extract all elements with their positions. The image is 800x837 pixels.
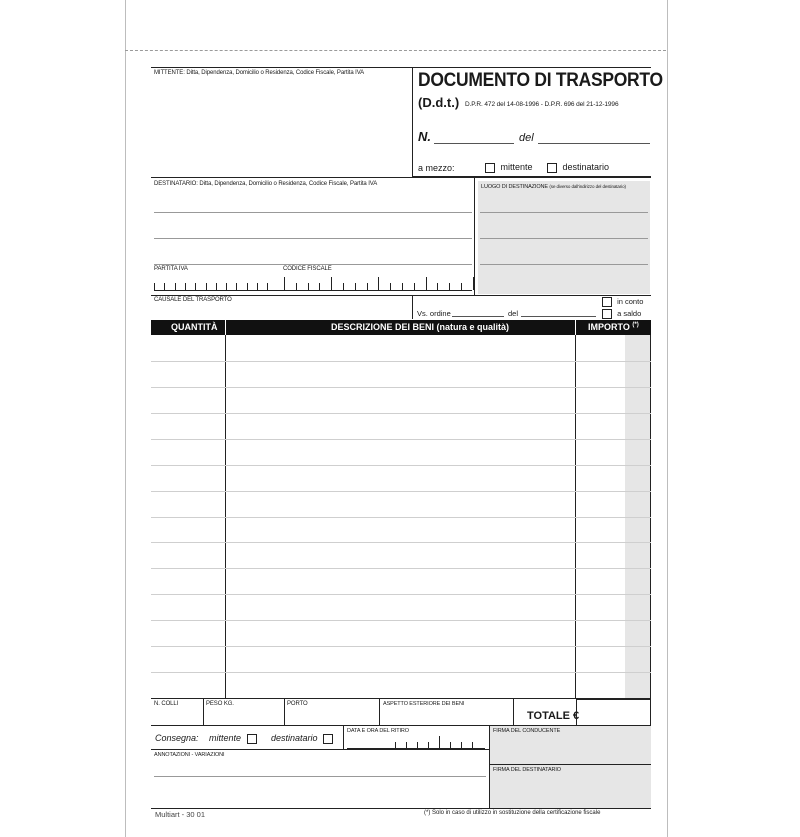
number-field[interactable]	[434, 143, 514, 144]
vs-ordine-field[interactable]	[452, 316, 504, 317]
vs-ordine-del-label: del	[508, 309, 519, 318]
table-row[interactable]	[151, 568, 651, 569]
ritiro-tick	[417, 742, 418, 748]
causale-label: CAUSALE DEL TRASPORTO	[154, 297, 232, 303]
peso-label: PESO KG.	[206, 701, 234, 707]
number-label: N.	[418, 129, 431, 144]
table-row[interactable]	[151, 413, 651, 414]
table-row[interactable]	[151, 620, 651, 621]
partita-iva-label: PARTITA IVA	[154, 266, 188, 272]
table-row[interactable]	[151, 387, 651, 388]
perforation-line	[125, 50, 666, 51]
table-row[interactable]	[151, 646, 651, 647]
footer-div-2	[284, 698, 285, 725]
firma-separator	[490, 764, 651, 765]
code-tick	[195, 283, 196, 290]
col-descrizione: DESCRIZIONE DEI BENI (natura e qualità)	[331, 322, 510, 332]
code-tick	[175, 283, 176, 290]
code-tick	[226, 283, 227, 290]
consegna-mittente[interactable]	[209, 733, 257, 744]
ritiro-tick	[461, 742, 462, 748]
code-tick	[247, 283, 248, 290]
mittente-checkbox[interactable]	[485, 163, 495, 173]
destinatario-option-label: destinatario	[562, 162, 610, 172]
code-tick	[284, 277, 285, 290]
firma-destinatario-label: FIRMA DEL DESTINATARIO	[493, 767, 561, 773]
brand-code: Multiart - 30 01	[155, 810, 206, 819]
ritiro-tick	[450, 742, 451, 748]
destinatario-label: DESTINATARIO: Ditta, Dipendenza, Domicilio o Residenza, Codice Fiscale, Partita IVA	[154, 181, 378, 187]
destinatario-line-3[interactable]	[154, 264, 472, 265]
document-title: DOCUMENTO DI TRASPORTO	[418, 70, 663, 91]
col-importo: IMPORTO (*)	[588, 322, 639, 332]
document-subtitle: (D.d.t.)	[418, 95, 460, 110]
code-tick	[308, 283, 309, 290]
code-tick	[426, 277, 427, 290]
codes-baseline[interactable]	[154, 290, 472, 291]
annotazioni-label: ANNOTAZIONI - VARIAZIONI	[154, 752, 225, 758]
n-colli-label: N. COLLI	[154, 701, 179, 707]
code-tick	[331, 277, 332, 290]
destinatario-top-rule	[151, 177, 651, 178]
in-conto-checkbox[interactable]	[602, 297, 612, 307]
header-divider	[412, 67, 413, 177]
consegna-mittente-checkbox[interactable]	[247, 734, 257, 744]
code-tick	[378, 277, 379, 290]
a-mezzo-destinatario[interactable]	[547, 162, 609, 173]
consegna-destinatario-label: destinatario	[271, 733, 318, 743]
table-row[interactable]	[151, 439, 651, 440]
code-tick	[267, 283, 268, 290]
in-conto-option[interactable]	[602, 297, 643, 307]
consegna-mittente-label: mittente	[209, 733, 242, 743]
firma-conducente-label: FIRMA DEL CONDUCENTE	[493, 728, 561, 734]
code-tick	[414, 283, 415, 290]
in-conto-label: in conto	[617, 297, 644, 306]
code-tick	[319, 283, 320, 290]
table-row[interactable]	[151, 517, 651, 518]
totale-box[interactable]	[576, 699, 651, 726]
aspetto-label: ASPETTO ESTERIORE DEI BENI	[383, 701, 465, 707]
consegna-label: Consegna:	[155, 733, 199, 743]
header-sep-2	[575, 320, 576, 335]
mittente-option-label: mittente	[500, 162, 533, 172]
causale-top-rule	[151, 295, 651, 296]
a-saldo-option[interactable]	[602, 309, 641, 319]
causale-divider	[412, 295, 413, 319]
mittente-label: MITTENTE: Ditta, Dipendenza, Domicilio o Residenza, Codice Fiscale, Partita IVA	[154, 70, 365, 76]
code-tick	[355, 283, 356, 290]
luogo-label: LUOGO DI DESTINAZIONE (se diverso dall'indirizzo del destinatario)	[481, 184, 626, 190]
footer-div-4	[513, 698, 514, 725]
ritiro-tick	[428, 742, 429, 748]
a-saldo-checkbox[interactable]	[602, 309, 612, 319]
code-tick	[164, 283, 165, 290]
code-tick	[343, 283, 344, 290]
header-sep-1	[225, 320, 226, 335]
code-tick	[154, 283, 155, 290]
annotazioni-line-1[interactable]	[154, 776, 486, 777]
ritiro-tick	[439, 736, 440, 748]
table-row[interactable]	[151, 361, 651, 362]
table-row[interactable]	[151, 542, 651, 543]
dpr-reference: D.P.R. 472 del 14-08-1996 - D.P.R. 696 del 21-12-1996	[465, 101, 619, 108]
table-row[interactable]	[151, 465, 651, 466]
data-ritiro-label: DATA E ORA DEL RITIRO	[347, 728, 409, 734]
ritiro-tick	[395, 742, 396, 748]
destinatario-line-1[interactable]	[154, 212, 472, 213]
luogo-line-1	[480, 212, 648, 213]
code-tick	[206, 283, 207, 290]
col-quantita: QUANTITÀ	[171, 322, 218, 332]
a-saldo-label: a saldo	[617, 309, 642, 318]
porto-label: PORTO	[287, 701, 308, 707]
code-tick	[257, 283, 258, 290]
ritiro-tick	[472, 742, 473, 748]
footer-div-1	[203, 698, 204, 725]
consegna-destinatario-checkbox[interactable]	[323, 734, 333, 744]
code-tick	[390, 283, 391, 290]
a-mezzo-label: a mezzo:	[418, 163, 455, 173]
table-row[interactable]	[151, 672, 651, 673]
destinatario-line-2[interactable]	[154, 238, 472, 239]
table-row[interactable]	[151, 491, 651, 492]
code-tick	[296, 283, 297, 290]
code-tick	[449, 283, 450, 290]
destinatario-checkbox[interactable]	[547, 163, 557, 173]
annotazioni-top-rule	[151, 749, 489, 750]
code-tick	[236, 283, 237, 290]
vs-ordine-label: Vs. ordine	[417, 309, 451, 318]
code-tick	[402, 283, 403, 290]
code-tick	[367, 283, 368, 290]
a-mezzo-mittente[interactable]	[485, 162, 533, 173]
del-label: del	[519, 132, 534, 144]
code-tick	[473, 277, 474, 290]
ritiro-tick	[406, 742, 407, 748]
luogo-line-2	[480, 238, 648, 239]
code-tick	[185, 283, 186, 290]
bottom-rule	[151, 808, 651, 809]
table-row[interactable]	[151, 594, 651, 595]
ritiro-div	[343, 725, 344, 749]
luogo-line-3	[480, 264, 648, 265]
top-rule	[151, 67, 651, 68]
consegna-destinatario[interactable]	[271, 733, 333, 744]
code-tick	[461, 283, 462, 290]
codice-fiscale-label: CODICE FISCALE	[283, 266, 332, 272]
totale-label: TOTALE €	[527, 710, 580, 722]
code-tick	[216, 283, 217, 290]
table-header	[151, 320, 651, 335]
footer-div-3	[379, 698, 380, 725]
date-field[interactable]	[538, 143, 650, 144]
luogo-divider	[474, 177, 475, 296]
fiscal-note: (*) Solo in caso di utilizzo in sostituzione della certificazione fiscale	[424, 810, 601, 816]
vs-ordine-date-field[interactable]	[521, 316, 596, 317]
code-tick	[437, 283, 438, 290]
